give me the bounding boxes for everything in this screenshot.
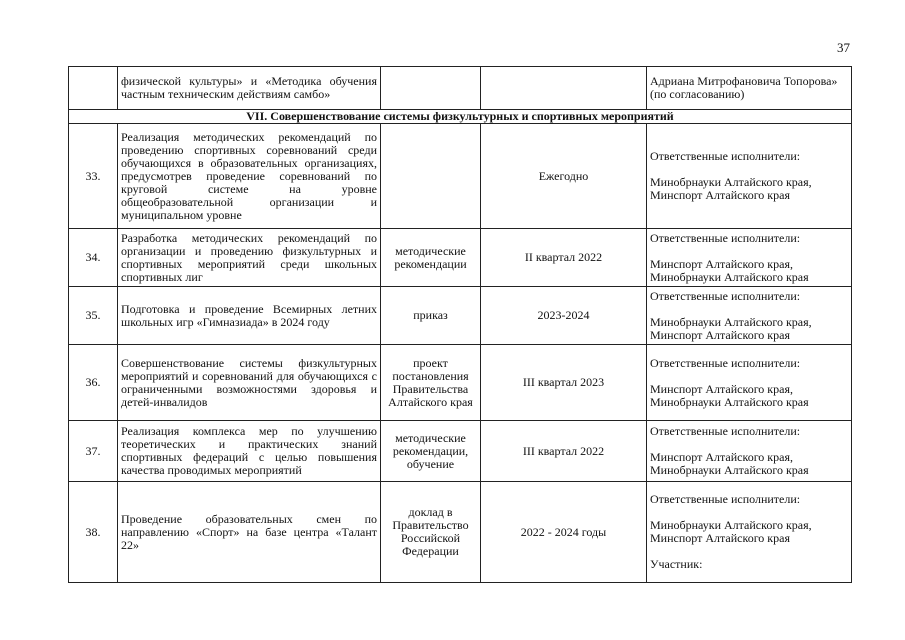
row-activity-name: Реализация методических рекомендаций по проведению спортивных соревнований среди обучающихся в образовательных организациях, предусмотрев проведение соревнований по круговой системе на уровне общеобразовательной организации и муниципальном уровне (118, 124, 381, 229)
table-row (69, 229, 852, 287)
row-activity-name: Реализация комплекса мер по улучшению теоретических и практических знаний спортивных федераций с целью повышения качества проводимых мероприятий (118, 421, 381, 482)
row-number: 34. (69, 229, 118, 287)
row-result-form: приказ (381, 287, 481, 345)
continuation-row (69, 67, 852, 110)
row-result-form: доклад в Правительство Российской Федерации (381, 482, 481, 583)
table-row (69, 345, 852, 421)
responsible-head: Ответственные исполнители: (650, 424, 801, 438)
row-responsible (647, 345, 852, 421)
responsible-head: Ответственные исполнители: (650, 355, 801, 370)
row-number: 35. (69, 287, 118, 345)
responsible-executor: Минобрнауки Алтайского края (650, 394, 809, 409)
row-result-form (381, 124, 481, 229)
row-term: III квартал 2023 (481, 345, 647, 421)
responsible-executor: Минобрнауки Алтайского края (650, 269, 809, 284)
row-activity-name: Разработка методических рекомендаций по организации и проведению физкультурных и спортивных мероприятий среди школьных спортивных лиг (118, 229, 381, 287)
section-header-row (69, 110, 852, 124)
table-cell-num (69, 67, 118, 110)
row-term: III квартал 2022 (481, 421, 647, 482)
row-result-form: методические рекомендации, обучение (381, 421, 481, 482)
responsible-head: Ответственные исполнители: (650, 288, 801, 303)
row-number: 38. (69, 482, 118, 583)
responsible-executor: Минобрнауки Алтайского края, (650, 518, 812, 532)
row-number: 37. (69, 421, 118, 482)
responsible-head: Ответственные исполнители: (650, 149, 801, 163)
participant-label: Участник: (650, 557, 703, 571)
responsible-executor: Минспорт Алтайского края (650, 327, 790, 342)
table-row (69, 287, 852, 345)
action-plan-table (68, 66, 852, 583)
section-title: VII. Совершенствование системы физкультурных и спортивных мероприятий (69, 110, 852, 124)
row-term: 2023-2024 (481, 287, 647, 345)
row-term: Ежегодно (481, 124, 647, 229)
table-cell-result (381, 67, 481, 110)
responsible-head: Ответственные исполнители: (650, 492, 801, 506)
responsible-head: Ответственные исполнители: (650, 230, 801, 245)
table-row (69, 124, 852, 229)
responsible-executor: Минспорт Алтайского края, (650, 450, 793, 464)
table-row (69, 421, 852, 482)
row-number: 36. (69, 345, 118, 421)
row-activity-name: Подготовка и проведение Всемирных летних школьных игр «Гимназиада» в 2024 году (118, 287, 381, 345)
responsible-executor: Минобрнауки Алтайского края (650, 463, 809, 477)
table-cell-term (481, 67, 647, 110)
row-activity-name: Проведение образовательных смен по направлению «Спорт» на базе центра «Талант 22» (118, 482, 381, 583)
responsible-executor: Минспорт Алтайского края (650, 188, 790, 202)
page-number: 37 (837, 40, 850, 55)
row-result-form: проект постановления Правительства Алтайского края (381, 345, 481, 421)
responsible-executor: Минспорт Алтайского края, (650, 381, 793, 396)
row-result-form: методические рекомендации (381, 229, 481, 287)
row-responsible (647, 421, 852, 482)
row-responsible (647, 482, 852, 583)
row-term: II квартал 2022 (481, 229, 647, 287)
table-cell-responsible: Адриана Митрофановича Топорова» (по согласованию) (647, 67, 852, 110)
row-number: 33. (69, 124, 118, 229)
responsible-executor: Минспорт Алтайского края (650, 531, 790, 545)
responsible-executor: Минобрнауки Алтайского края, (650, 175, 812, 189)
table-cell-name: физической культуры» и «Методика обучения частным техническим действиям самбо» (118, 67, 381, 110)
row-responsible (647, 124, 852, 229)
responsible-executor: Минобрнауки Алтайского края, (650, 314, 812, 329)
row-responsible (647, 229, 852, 287)
row-term: 2022 - 2024 годы (481, 482, 647, 583)
row-responsible (647, 287, 852, 345)
responsible-executor: Минспорт Алтайского края, (650, 256, 793, 271)
row-activity-name: Совершенствование системы физкультурных мероприятий и соревнований для обучающихся с ограниченными возможностями здоровья и детей-инвалидов (118, 345, 381, 421)
table-body (69, 124, 852, 583)
table-row (69, 482, 852, 583)
